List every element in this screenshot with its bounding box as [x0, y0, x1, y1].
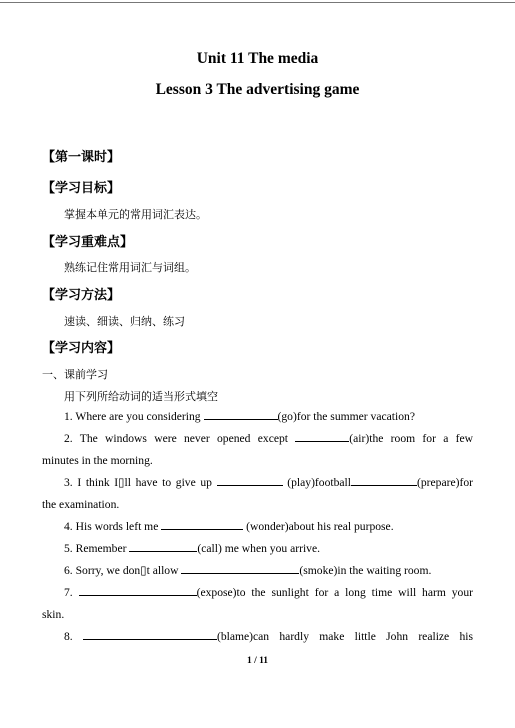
answer-blank[interactable] [83, 629, 217, 640]
exercise-7: 7. (expose)to the sunlight for a long time will harm your [64, 586, 474, 599]
answer-blank[interactable] [181, 563, 299, 574]
exercise-3-cont: the examination. [42, 498, 120, 511]
exercise-2-cont: minutes in the morning. [42, 454, 153, 467]
answer-blank[interactable] [217, 475, 283, 486]
part-heading: 一、课前学习 [42, 368, 108, 381]
exercise-4: 4. His words left me (wonder)about his real purpose. [64, 520, 394, 533]
answer-blank[interactable] [129, 541, 197, 552]
exercise-1: 1. Where are you considering (go)for the summer vacation? [64, 410, 415, 423]
exercise-3: 3. I think I▯ll have to give up (play)football (prepare)for [64, 476, 473, 489]
page-number: 1 / 11 [246, 656, 269, 666]
exercise-6: 6. Sorry, we don▯t allow (smoke)in the waiting room. [64, 564, 432, 577]
exercise-2: 2. The windows were never opened except (air)the room for a few [64, 432, 473, 445]
instruction-text: 用下列所给动词的适当形式填空 [64, 390, 218, 403]
answer-blank[interactable] [204, 409, 278, 420]
goals-text: 掌握本单元的常用词汇表达。 [64, 208, 207, 221]
exercise-8: 8. (blame)can hardly make little John realize his [64, 630, 474, 643]
section-goals: 【学习目标】 [42, 181, 121, 196]
header-rule [0, 2, 515, 3]
section-content: 【学习内容】 [42, 341, 121, 356]
exercise-7-cont: skin. [42, 608, 65, 621]
section-key-points: 【学习重难点】 [42, 235, 134, 250]
lesson-title: Lesson 3 The advertising game [155, 81, 360, 98]
answer-blank[interactable] [79, 585, 197, 596]
section-methods: 【学习方法】 [42, 288, 121, 303]
answer-blank[interactable] [295, 431, 349, 442]
methods-text: 速读、细读、归纳、练习 [64, 315, 185, 328]
section-period: 【第一课时】 [42, 150, 121, 165]
answer-blank[interactable] [351, 475, 417, 486]
exercise-5: 5. Remember (call) me when you arrive. [64, 542, 321, 555]
key-points-text: 熟练记住常用词汇与词组。 [64, 261, 196, 274]
answer-blank[interactable] [161, 519, 243, 530]
page-title: Unit 11 The media [196, 50, 319, 67]
